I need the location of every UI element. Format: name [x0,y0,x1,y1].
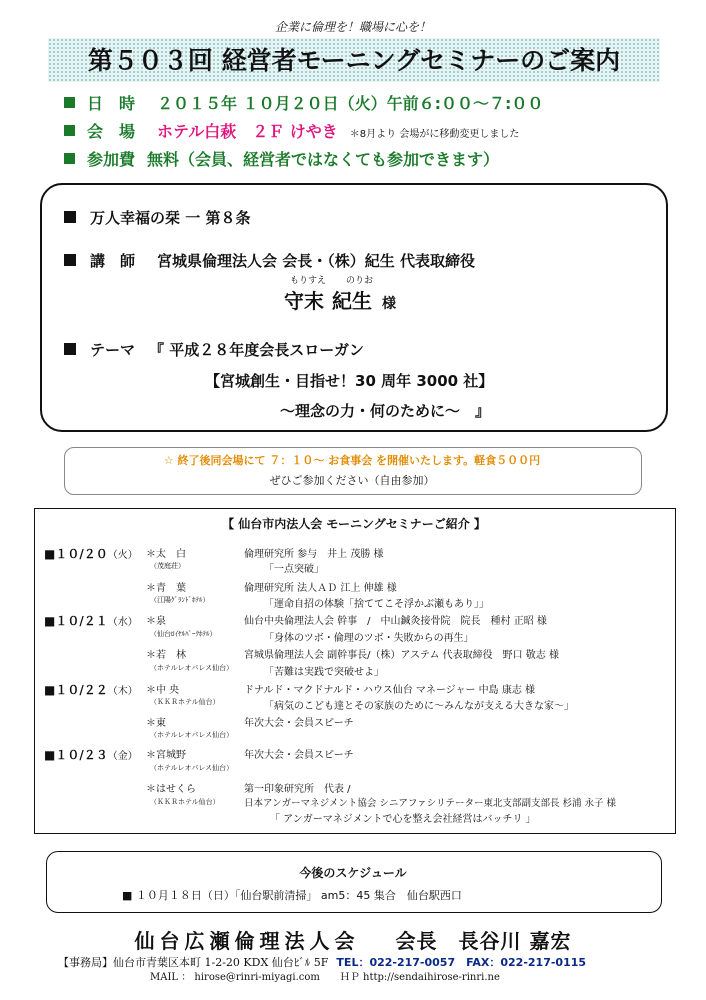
virtue-line [64,207,250,228]
virtue-text: 万人幸福の栞 一 第８条 [90,209,251,227]
topic-text: 「運命自招の体験「捨ててこそ浮かぶ瀬もあり」」 [264,599,489,610]
branch-venue: （仙台ﾛｲﾔﾙﾊﾟｰｸﾎﾃﾙ） [150,630,217,638]
speaker-text: 宮城県倫理法人会 副幹事長/（株）アステム 代表取締役 野口 敬志 様 [244,650,559,661]
speaker-family: 守末 [284,289,324,313]
bullet-square-icon [64,254,76,266]
fee-label: 参加費 [87,150,136,169]
branch-name: ＊中 央 [146,685,180,696]
speaker-text: ドナルド・マクドナルド・ハウス仙台 マネージャー 中島 康志 様 [244,685,536,696]
fee-line [64,147,499,170]
branch-venue: （ホテルレオパレス仙台） [150,764,234,772]
lunch-participation: ぜひご参加ください（自由参加） [269,474,435,487]
association-name: 仙台広瀬倫理法人会 [134,929,360,953]
furigana-given: のりお [346,276,374,286]
introduction-title: 【 仙台市内法人会 モーニングセミナーご紹介 】 [222,517,486,531]
page-title: 第５０３回 経営者モーニングセミナーのご案内 [87,46,621,75]
topic-text: 「病気のこども達とその家族のために～みんなが支える大きな家～」 [264,701,574,712]
speaker-text: 年次大会・会員スピーチ [244,750,354,761]
theme-line3: ～理念の力・何のために～ 』 [280,402,491,420]
weekday-text: （火） [107,550,138,561]
branch-name: ＊東 [146,718,166,729]
association-line [0,925,706,954]
weekday-text: （金） [107,751,138,762]
branch-venue: （江陽ｸﾞﾗﾝﾄﾞﾎﾃﾙ） [150,596,210,604]
seminar-date [44,612,138,629]
speaker-suffix: 様 [382,296,396,312]
date-text: ■１０/２３ [44,748,108,762]
theme-line2: 【宮城創生・目指せ！30 周年 3000 社】 [205,372,494,390]
topic-text: 「一点突破」 [264,564,324,575]
branch-name: ＊若 林 [146,650,186,661]
lecturer-label: 講 師 [90,252,136,270]
lunch-notice: ☆ 終了後同会場にて ７：１０～ お食事会 を開催いたします。軽食５００円 [163,454,541,467]
venue-value: ホテル白萩 ２Ｆ けやき [157,122,338,141]
lecturer-line [64,250,475,271]
branch-name: ＊はせくら [146,784,196,795]
speaker-text: 年次大会・会員スピーチ [244,718,354,729]
office-address: 【事務局】仙台市青葉区本町 1-2-20 KDX 仙台ﾋﾞﾙ 5F [58,956,329,969]
seminar-date [44,746,138,763]
fee-value: 無料（会員、経営者ではなくても参加できます） [147,150,500,169]
branch-venue: （茂庭荘） [150,562,185,570]
seminar-date [44,681,138,698]
theme-line1: 『 平成２８年度会長スローガン [149,341,364,359]
seminar-date [44,545,138,562]
date-text: ■１０/２０ [44,547,108,561]
theme-line [64,339,364,360]
schedule-item: ■ １０月１８日（日）「仙台駅前清掃」 am5：45 集合 仙台駅西口 [122,889,462,902]
datetime-value: ２０１５年 １０月２０日（火）午前６:００～７:００ [157,94,544,113]
venue-note: ＊8月より 会場がに移動変更しました [349,129,520,140]
bullet-square-icon [64,125,75,136]
speaker-name [284,285,396,314]
datetime-line [64,91,543,114]
speaker-given: 紀生 [332,289,372,313]
datetime-label: 日 時 [87,94,136,113]
bullet-square-icon [64,343,76,355]
date-text: ■１０/２１ [44,614,108,628]
lecturer-org: 宮城県倫理法人会 会長・（株）紀生 代表取締役 [157,252,475,270]
bullet-square-icon [64,211,76,223]
weekday-text: （水） [107,617,138,628]
bullet-square-icon [64,97,75,108]
branch-name: ＊青 葉 [146,583,186,594]
theme-label: テーマ [90,341,136,359]
weekday-text: （木） [107,686,138,697]
schedule-title: 今後のスケジュール [299,866,407,880]
furigana-family: もりすえ [290,276,327,286]
speaker-text: 第一印象研究所 代表 / [244,784,351,795]
speaker-text-2: 日本アンガーマネジメント協会 シニアファシリテーター東北支部副支部長 杉浦 永子 様 [244,798,617,809]
mail-line: MAIL ： hirose@rinri-miyagi.com ＨＰ http://sendaihirose-rinri.ne [150,972,500,983]
speaker-text: 仙台中央倫理法人会 幹事 / 中山鍼灸接骨院 院長 種村 正昭 様 [244,616,547,627]
branch-venue: （ホテルレオパレス仙台） [150,731,234,739]
topic-text: 「苦難は実践で突破せよ」 [264,667,384,678]
topic-text: 「 アンガーマネジメントで心を整え会社経営はバッチリ 」 [270,814,536,825]
phone-fax: TEL：022-217-0057 FAX：022-217-0115 [336,956,587,969]
schedule-box [46,851,662,913]
branch-venue: （ＫＫＲホテル仙台） [150,798,220,806]
speaker-text: 倫理研究所 法人ＡＤ 江上 伸雄 様 [244,583,397,594]
branch-name: ＊宮城野 [146,750,186,761]
venue-label: 会 場 [87,122,136,141]
branch-venue: （ＫＫＲホテル仙台） [150,698,220,706]
president-name: 会長 長谷川 嘉宏 [395,929,572,953]
branch-name: ＊泉 [146,616,166,627]
tagline: 企業に倫理を！職場に心を！ [274,20,431,34]
bullet-square-icon [64,153,75,164]
branch-name: ＊太 白 [146,549,186,560]
venue-line [64,119,519,142]
date-text: ■１０/２２ [44,683,108,697]
speaker-text: 倫理研究所 参与 井上 茂勝 様 [244,549,384,560]
topic-text: 「身体のツボ・倫理のツボ・失敗からの再生」 [264,633,474,644]
branch-venue: （ホテルレオパレス仙台） [150,664,234,672]
